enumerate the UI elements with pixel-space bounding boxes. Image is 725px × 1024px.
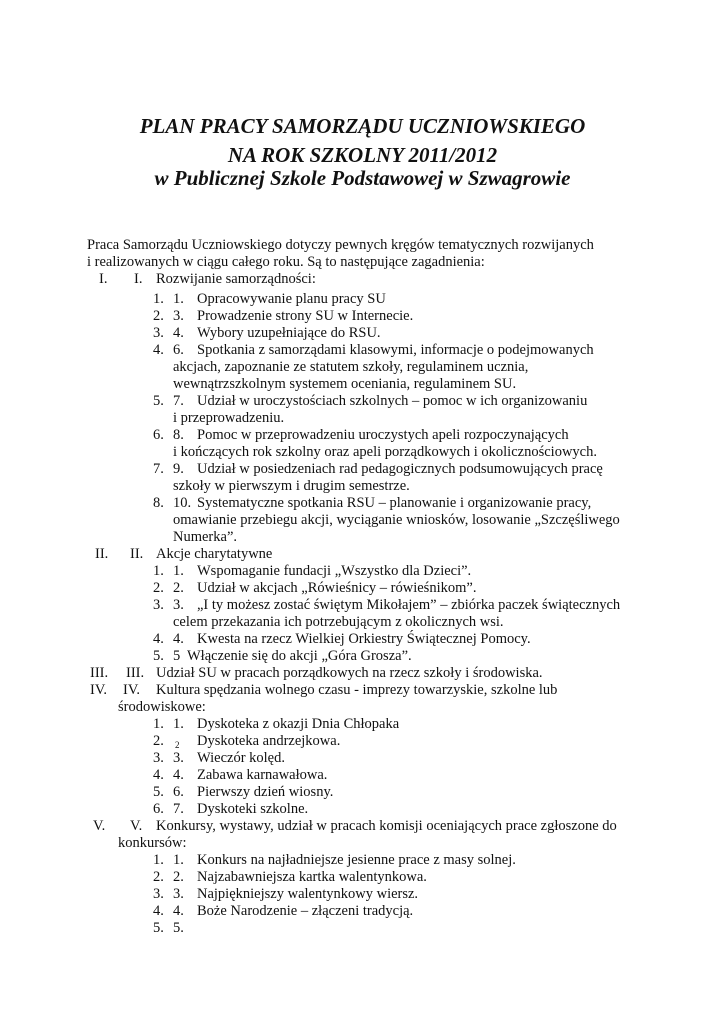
- s2-item-5-number-dup: 5: [173, 648, 181, 664]
- s1-item-4-number-dup: 6.: [173, 342, 184, 358]
- s1-item-4-text-line-2: akcjach, zapoznanie ze statutem szkoły, regulaminem ucznia,: [173, 359, 529, 375]
- section-1-number-dup: I.: [134, 271, 143, 287]
- s2-item-2-number-dup: 2.: [173, 580, 184, 596]
- s4-item-6-number-dup: 7.: [173, 801, 184, 817]
- s5-item-3-number: 3.: [153, 886, 164, 902]
- s1-item-4-text-line-3: wewnątrzszkolnym systemem oceniania, regulaminem SU.: [173, 376, 517, 392]
- section-4-heading-line-1: Kultura spędzania wolnego czasu - imprezy towarzyskie, szkolne lub: [156, 682, 558, 698]
- s4-item-5-text: Pierwszy dzień wiosny.: [197, 784, 334, 800]
- s4-item-2-text: Dyskoteka andrzejkowa.: [197, 733, 341, 749]
- s2-item-1-number-dup: 1.: [173, 563, 184, 579]
- s1-item-8-number: 8.: [153, 495, 164, 511]
- s1-item-3-number-dup: 4.: [173, 325, 184, 341]
- s4-item-4-number-dup: 4.: [173, 767, 184, 783]
- s1-item-8-number-dup: 10.: [173, 495, 192, 511]
- s4-item-6-text: Dyskoteki szkolne.: [197, 801, 309, 817]
- s1-item-5-text-line-2: i przeprowadzeniu.: [173, 410, 285, 426]
- s1-item-5-text-line-1: Udział w uroczystościach szkolnych – pomoc w ich organizowaniu: [197, 393, 588, 409]
- intro-line-1: Praca Samorządu Uczniowskiego dotyczy pewnych kręgów tematycznych rozwijanych: [87, 237, 594, 253]
- s1-item-4-number: 4.: [153, 342, 164, 358]
- s1-item-2-number: 2.: [153, 308, 164, 324]
- s1-item-2-text: Prowadzenie strony SU w Internecie.: [197, 308, 414, 324]
- section-3-heading: Udział SU w pracach porządkowych na rzecz szkoły i środowiska.: [156, 665, 543, 681]
- s5-item-3-number-dup: 3.: [173, 886, 184, 902]
- s4-item-4-number: 4.: [153, 767, 164, 783]
- section-4-number: IV.: [90, 682, 108, 698]
- s2-item-2-number: 2.: [153, 580, 164, 596]
- s1-item-6-number-dup: 8.: [173, 427, 184, 443]
- s2-item-3-text-line-2: celem przekazania ich potrzebującym z okolicznych wsi.: [173, 614, 504, 630]
- s1-item-7-number-dup: 9.: [173, 461, 184, 477]
- s1-item-1-number-dup: 1.: [173, 291, 184, 307]
- intro-line-2: i realizowanych w ciągu całego roku. Są to następujące zagadnienia:: [87, 254, 485, 270]
- s2-item-3-text-line-1: „I ty możesz zostać świętym Mikołajem” – zbiórka paczek świątecznych: [197, 597, 621, 613]
- s5-item-4-text: Boże Narodzenie – złączeni tradycją.: [197, 903, 414, 919]
- s4-item-3-number: 3.: [153, 750, 164, 766]
- s2-item-3-number-dup: 3.: [173, 597, 184, 613]
- section-5-number-dup: V.: [130, 818, 143, 834]
- s1-item-8-text-line-1: Systematyczne spotkania RSU – planowanie i organizowanie pracy,: [197, 495, 592, 511]
- s1-item-2-number-dup: 3.: [173, 308, 184, 324]
- s2-item-5-number: 5.: [153, 648, 164, 664]
- s4-item-6-number: 6.: [153, 801, 164, 817]
- section-1-heading: Rozwijanie samorządności:: [156, 271, 316, 287]
- s5-item-1-number: 1.: [153, 852, 164, 868]
- s1-item-5-number: 5.: [153, 393, 164, 409]
- s4-item-1-number: 1.: [153, 716, 164, 732]
- s1-item-1-number: 1.: [153, 291, 164, 307]
- s4-item-5-number-dup: 6.: [173, 784, 184, 800]
- s4-item-2-number: 2.: [153, 733, 164, 749]
- section-5-heading-line-2: konkursów:: [118, 835, 187, 851]
- section-2-number: II.: [95, 546, 109, 562]
- s2-item-3-number: 3.: [153, 597, 164, 613]
- s1-item-6-number: 6.: [153, 427, 164, 443]
- s5-item-1-number-dup: 1.: [173, 852, 184, 868]
- s4-item-2-number-dup: 2: [175, 740, 180, 750]
- section-2-number-dup: II.: [130, 546, 144, 562]
- s1-item-4-text-line-1: Spotkania z samorządami klasowymi, informacje o podejmowanych: [197, 342, 594, 358]
- s1-item-3-text: Wybory uzupełniające do RSU.: [197, 325, 381, 341]
- section-5-number: V.: [93, 818, 106, 834]
- title-line-3: w Publicznej Szkole Podstawowej w Szwagrowie: [154, 166, 571, 190]
- s5-item-2-number-dup: 2.: [173, 869, 184, 885]
- section-4-heading-line-2: środowiskowe:: [118, 699, 206, 715]
- s2-item-1-text: Wspomaganie fundacji „Wszystko dla Dzieci”.: [197, 563, 472, 579]
- s1-item-3-number: 3.: [153, 325, 164, 341]
- s2-item-1-number: 1.: [153, 563, 164, 579]
- s1-item-8-text-line-3: Numerka”.: [173, 529, 238, 545]
- s2-item-5-text: Włączenie się do akcji „Góra Grosza”.: [187, 648, 412, 664]
- s5-item-1-text: Konkurs na najładniejsze jesienne prace z masy solnej.: [197, 852, 516, 868]
- section-4-number-dup: IV.: [123, 682, 141, 698]
- s4-item-1-text: Dyskoteka z okazji Dnia Chłopaka: [197, 716, 400, 732]
- s4-item-1-number-dup: 1.: [173, 716, 184, 732]
- s2-item-4-text: Kwesta na rzecz Wielkiej Orkiestry Świątecznej Pomocy.: [197, 631, 531, 647]
- s1-item-1-text: Opracowywanie planu pracy SU: [197, 291, 386, 307]
- s2-item-2-text: Udział w akcjach „Rówieśnicy – rówieśnikom”.: [197, 580, 477, 596]
- section-1-number: I.: [99, 271, 108, 287]
- section-2-heading: Akcje charytatywne: [156, 546, 273, 562]
- title-line-2: NA ROK SZKOLNY 2011/2012: [227, 143, 498, 167]
- s1-item-7-number: 7.: [153, 461, 164, 477]
- section-5-heading-line-1: Konkursy, wystawy, udział w pracach komisji oceniających prace zgłoszone do: [156, 818, 617, 834]
- s5-item-5-number-dup: 5.: [173, 920, 184, 936]
- s2-item-4-number-dup: 4.: [173, 631, 184, 647]
- s4-item-5-number: 5.: [153, 784, 164, 800]
- s1-item-6-text-line-2: i kończących rok szkolny oraz apeli porządkowych i okolicznościowych.: [173, 444, 597, 460]
- s1-item-5-number-dup: 7.: [173, 393, 184, 409]
- s1-item-7-text-line-1: Udział w posiedzeniach rad pedagogicznych podsumowujących pracę: [197, 461, 603, 477]
- s5-item-5-number: 5.: [153, 920, 164, 936]
- s4-item-4-text: Zabawa karnawałowa.: [197, 767, 328, 783]
- section-3-number-dup: III.: [126, 665, 145, 681]
- s5-item-2-number: 2.: [153, 869, 164, 885]
- section-3-number: III.: [90, 665, 109, 681]
- s5-item-3-text: Najpiękniejszy walentynkowy wiersz.: [197, 886, 419, 902]
- s4-item-3-text: Wieczór kolęd.: [197, 750, 285, 766]
- s5-item-4-number-dup: 4.: [173, 903, 184, 919]
- s1-item-6-text-line-1: Pomoc w przeprowadzeniu uroczystych apeli rozpoczynających: [197, 427, 569, 443]
- s5-item-4-number: 4.: [153, 903, 164, 919]
- s1-item-7-text-line-2: szkoły w pierwszym i drugim semestrze.: [173, 478, 410, 494]
- s1-item-8-text-line-2: omawianie przebiegu akcji, wyciąganie wniosków, losowanie „Szczęśliwego: [173, 512, 620, 528]
- title-line-1: PLAN PRACY SAMORZĄDU UCZNIOWSKIEGO: [139, 114, 586, 138]
- s2-item-4-number: 4.: [153, 631, 164, 647]
- s5-item-2-text: Najzabawniejsza kartka walentynkowa.: [197, 869, 427, 885]
- s4-item-3-number-dup: 3.: [173, 750, 184, 766]
